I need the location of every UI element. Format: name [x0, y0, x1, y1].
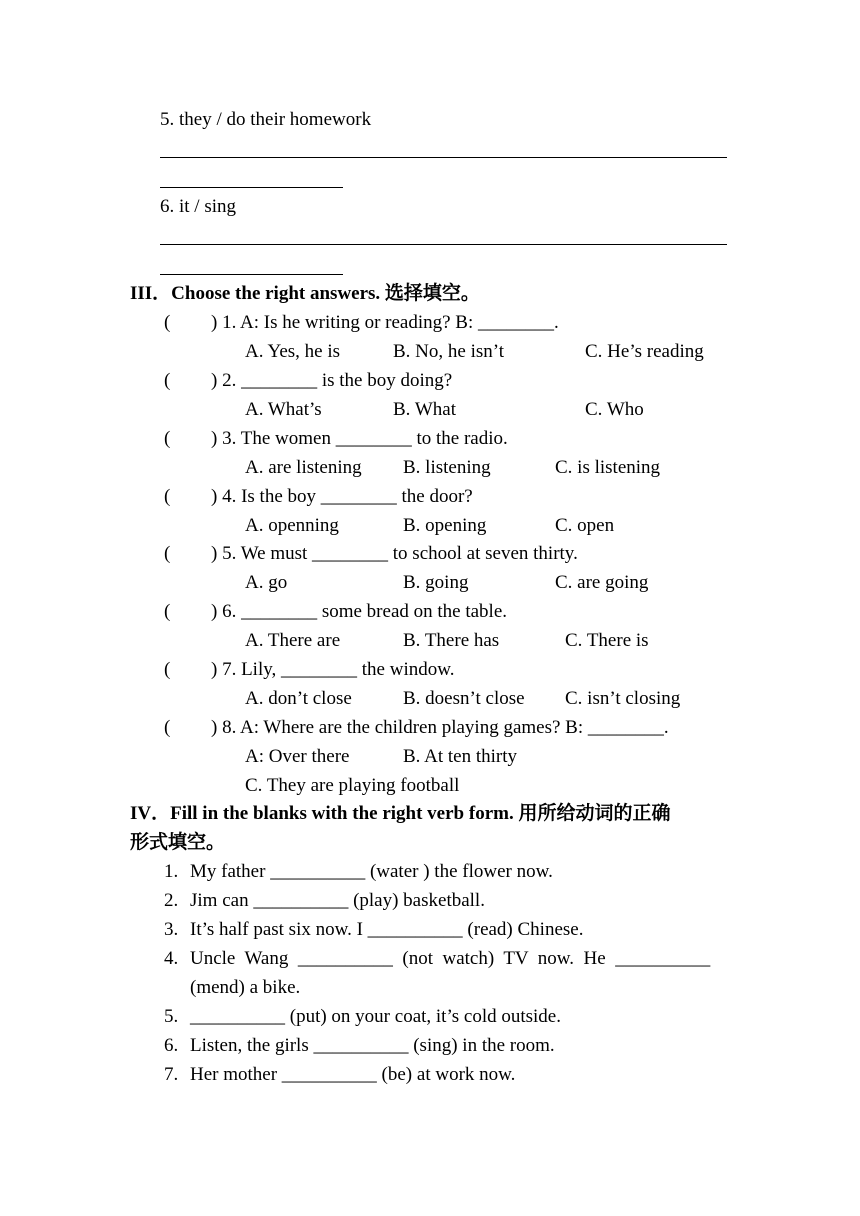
option-c: C. There is	[565, 630, 649, 651]
answer-line	[160, 274, 343, 275]
option-a: A. openning	[245, 515, 339, 536]
section-3-heading: III．Choose the right answers. 选择填空。	[130, 283, 480, 304]
item-number: 2.	[164, 890, 179, 911]
answer-paren: (	[164, 312, 171, 333]
answer-paren: (	[164, 601, 171, 622]
option-a: A. are listening	[245, 457, 362, 478]
question-stem: ) 6. ________ some bread on the table.	[211, 601, 508, 622]
fill-item: My father __________ (water ) the flower now.	[190, 861, 553, 882]
item-number: 1.	[164, 861, 179, 882]
option-b: B. going	[403, 572, 469, 593]
item-number: 7.	[164, 1064, 179, 1085]
option-c: C. Who	[585, 399, 644, 420]
question-stem: ) 2. ________ is the boy doing?	[211, 370, 453, 391]
option-a: A. There are	[245, 630, 341, 651]
option-c: C. open	[555, 515, 615, 536]
answer-paren: (	[164, 659, 171, 680]
option-b: B. No, he isn’t	[393, 341, 505, 362]
question-stem: ) 7. Lily, ________ the window.	[211, 659, 455, 680]
option-b: B. doesn’t close	[403, 688, 525, 709]
answer-paren: (	[164, 486, 171, 507]
item-number: 5.	[164, 1006, 179, 1027]
answer-paren: (	[164, 428, 171, 449]
fill-item: Jim can __________ (play) basketball.	[190, 890, 485, 911]
option-b: B. There has	[403, 630, 500, 651]
option-c: C. is listening	[555, 457, 661, 478]
option-b: B. opening	[403, 515, 487, 536]
question-stem: ) 3. The women ________ to the radio.	[211, 428, 508, 449]
question-stem: ) 1. A: Is he writing or reading? B: ________.	[211, 312, 559, 333]
question-stem: ) 5. We must ________ to school at seven thirty.	[211, 543, 578, 564]
answer-line	[160, 157, 727, 158]
option-b: B. At ten thirty	[403, 746, 517, 767]
item-number: 6.	[164, 1035, 179, 1056]
answer-line	[160, 244, 727, 245]
fill-item: Uncle Wang __________ (not watch) TV now. He __________	[190, 948, 711, 969]
prompt-item-6: 6. it / sing	[160, 196, 237, 217]
option-b: B. listening	[403, 457, 491, 478]
option-a: A. go	[245, 572, 288, 593]
fill-item: It’s half past six now. I __________ (read) Chinese.	[190, 919, 584, 940]
option-a: A: Over there	[245, 746, 350, 767]
answer-paren: (	[164, 717, 171, 738]
fill-item: __________ (put) on your coat, it’s cold outside.	[190, 1006, 561, 1027]
option-c: C. are going	[555, 572, 649, 593]
option-c: C. They are playing football	[245, 775, 460, 796]
fill-item: Her mother __________ (be) at work now.	[190, 1064, 516, 1085]
option-a: A. don’t close	[245, 688, 352, 709]
option-a: A. Yes, he is	[245, 341, 341, 362]
fill-item: Listen, the girls __________ (sing) in the room.	[190, 1035, 555, 1056]
fill-item-cont: (mend) a bike.	[190, 977, 301, 998]
question-stem: ) 4. Is the boy ________ the door?	[211, 486, 473, 507]
item-number: 4.	[164, 948, 179, 969]
answer-paren: (	[164, 370, 171, 391]
option-c: C. isn’t closing	[565, 688, 681, 709]
option-c: C. He’s reading	[585, 341, 704, 362]
section-4-heading: IV．Fill in the blanks with the right verb form. 用所给动词的正确	[130, 803, 671, 824]
question-stem: ) 8. A: Where are the children playing games? B: ________.	[211, 717, 669, 738]
answer-line	[160, 187, 343, 188]
section-4-heading-cont: 形式填空。	[130, 832, 226, 853]
prompt-item-5: 5. they / do their homework	[160, 109, 372, 130]
option-b: B. What	[393, 399, 456, 420]
answer-paren: (	[164, 543, 171, 564]
option-a: A. What’s	[245, 399, 322, 420]
item-number: 3.	[164, 919, 179, 940]
